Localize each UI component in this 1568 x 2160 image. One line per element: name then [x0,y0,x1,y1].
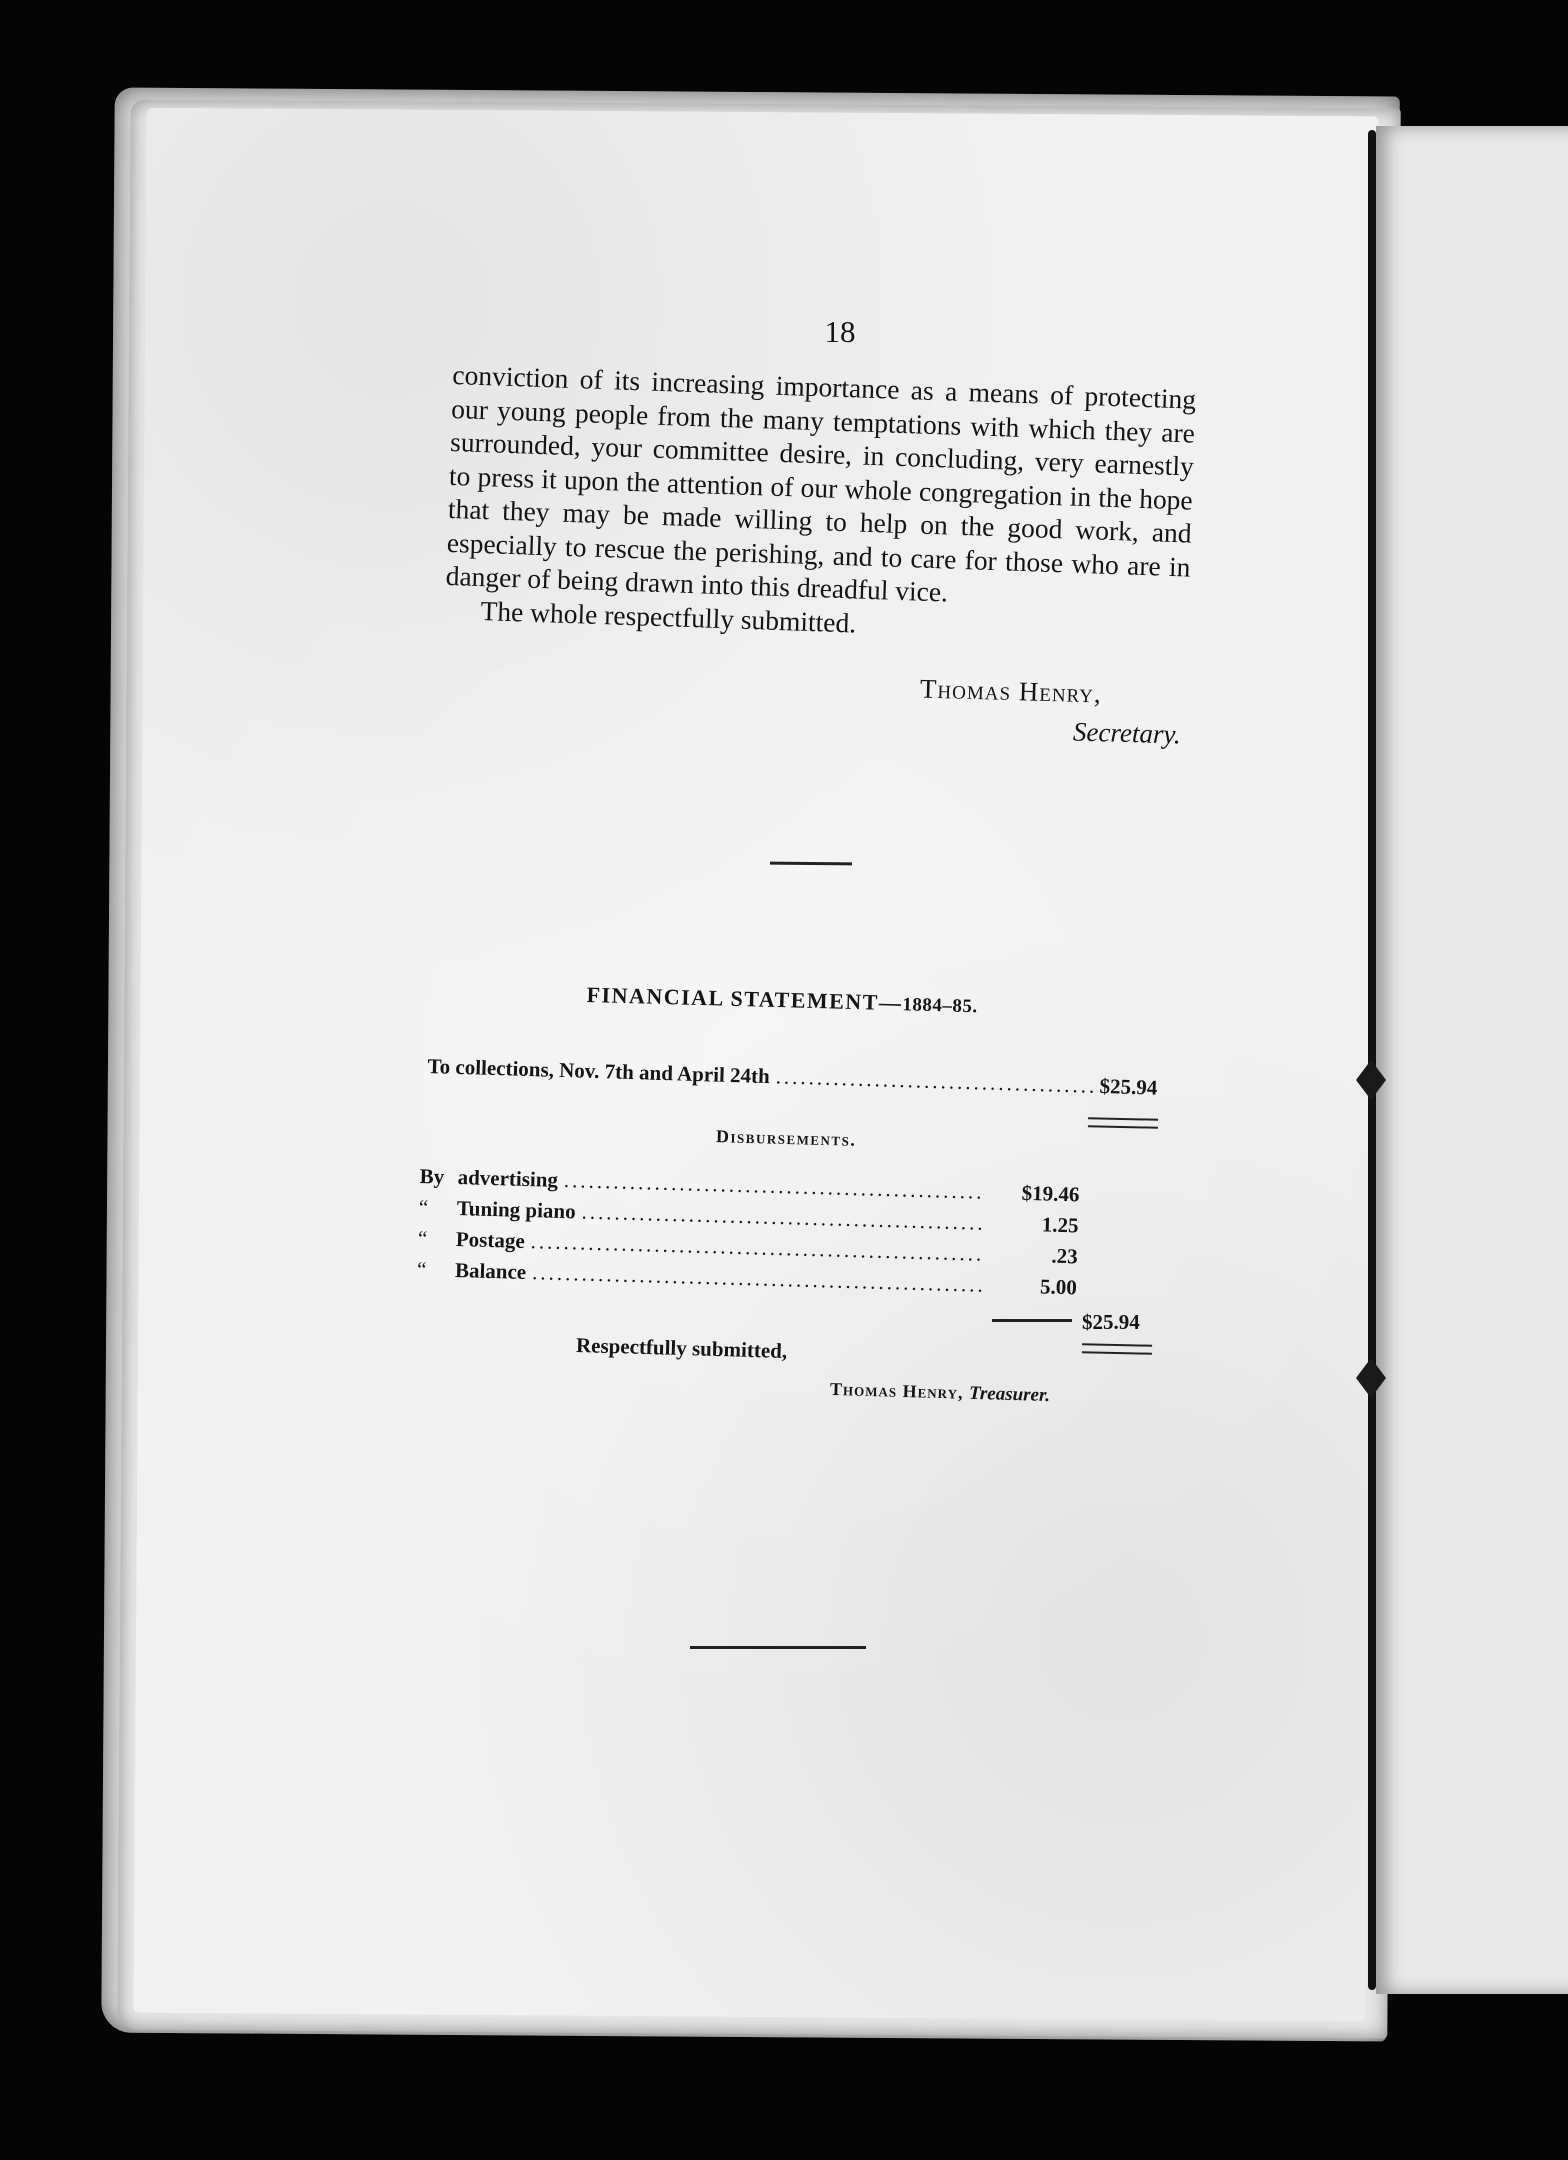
disbursement-label: Balance [454,1258,527,1285]
disbursement-amount: 1.25 [1041,1212,1079,1238]
disbursements-total: $25.94 [1082,1310,1140,1334]
treasurer-name: Thomas Henry, [829,1378,964,1403]
disbursement-label: advertising [457,1165,559,1192]
double-underline [1088,1117,1158,1128]
dot-leader [775,1064,1094,1098]
dot-leader [564,1168,986,1205]
disbursement-label: Tuning piano [456,1196,576,1224]
treasurer-role: Treasurer. [968,1382,1051,1407]
end-rule [690,1646,866,1649]
page-number: 18 [824,314,856,349]
disbursements-heading: Disbursements. [715,1126,857,1150]
ditto-mark: “ [418,1194,429,1220]
secretary-title: Secretary. [1072,716,1182,750]
secretary-name: Thomas Henry, [919,673,1103,709]
report-body [444,358,1196,651]
respectfully-submitted: Respectfully submitted, [575,1333,788,1363]
disbursements-list [417,1164,1080,1306]
treasurer-signature [830,1379,1051,1407]
statement-year: 1884–85. [902,994,978,1018]
disbursement-amount: $19.46 [1021,1180,1080,1207]
financial-statement-title [586,982,978,1018]
section-divider [770,862,852,866]
double-underline [1082,1343,1152,1354]
income-label: To collections, Nov. 7th and April 24th [427,1054,771,1089]
statement-title-text: FINANCIAL STATEMENT— [586,982,903,1016]
disbursement-amount: 5.00 [1039,1274,1078,1300]
ditto-mark: “ [417,1225,428,1251]
income-amount: $25.94 [1099,1073,1158,1100]
disbursement-prefix: By [419,1164,445,1189]
closing-line: The whole respectfully submitted. [480,594,857,639]
disbursement-label: Postage [455,1227,526,1253]
report-paragraph: conviction of its increasing importance as a means of protecting our young people from the many temptations with which they are surrounded, your committee desire, in concluding, very earnestly to press it upon the attention of our whole congregation in the hope that they may be made willing to help on the good work, and especially to rescue the perishing, and to care for those who are in danger of being drawn into this dreadful vice. [445,358,1197,608]
total-rule [992,1319,1072,1322]
income-row [427,1054,1157,1101]
disbursement-amount: .23 [1051,1243,1079,1269]
ditto-mark: “ [416,1256,427,1282]
